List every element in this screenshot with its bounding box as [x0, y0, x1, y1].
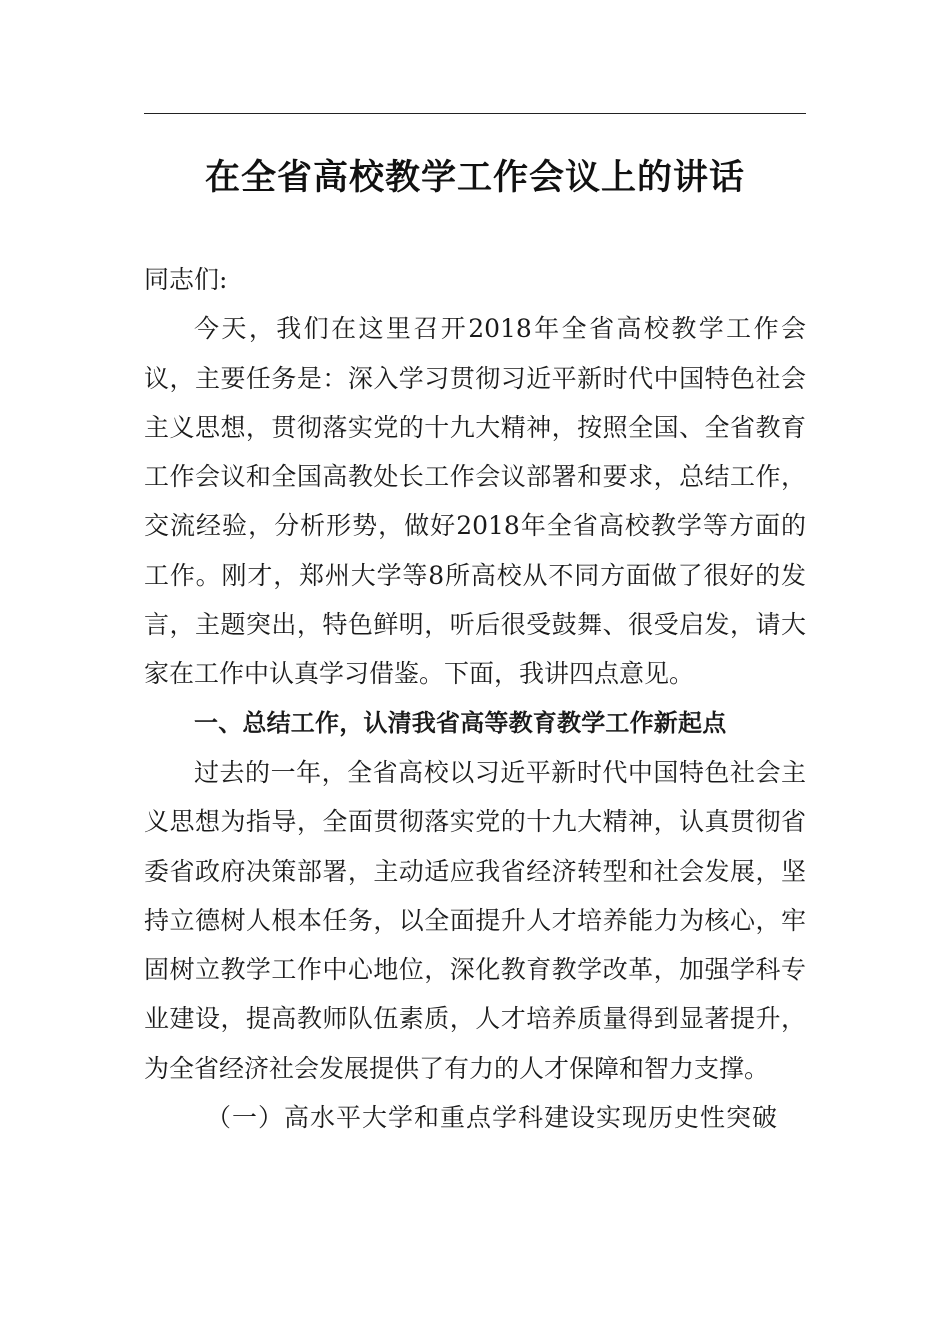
greeting: 同志们:	[144, 265, 228, 294]
document-title: 在全省高校教学工作会议上的讲话	[204, 157, 745, 198]
section-1-paragraph: 过去的一年，全省高校以习近平新时代中国特色社会主义思想为指导，全面贯彻落实党的十九大精神，认真贯彻省委省政府决策部署，主动适应我省经济转型和社会发展，坚持立德树人根本任务，以全面提升人才培养能力为核心，牢固树立教学工作中心地位，深化教育教学改革，加强学科专业建设，提高教师队伍素质，人才培养质量得到显著提升，为全省经济社会发展提供了有力的人才保障和智力支撑。	[144, 757, 806, 1083]
section-heading-1: 一、总结工作，认清我省高等教育教学工作新起点	[194, 708, 727, 737]
subsection-heading-1: （一）高水平大学和重点学科建设实现历史性突破	[206, 1103, 779, 1133]
intro-paragraph: 今天，我们在这里召开2018年全省高校教学工作会议，主要任务是：深入学习贯彻习近平新时代中国特色社会主义思想，贯彻落实党的十九大精神，按照全国、全省教育工作会议和全国高教处长工作会议部署和要求，总结工作，交流经验，分析形势，做好2018年全省高校教学等方面的工作。刚才，郑州大学等8所高校从不同方面做了很好的发言，主题突出，特色鲜明，听后很受鼓舞、很受启发，请大家在工作中认真学习借鉴。下面，我讲四点意见。	[144, 314, 806, 689]
document-body	[144, 255, 806, 1142]
header-rule	[144, 113, 806, 114]
